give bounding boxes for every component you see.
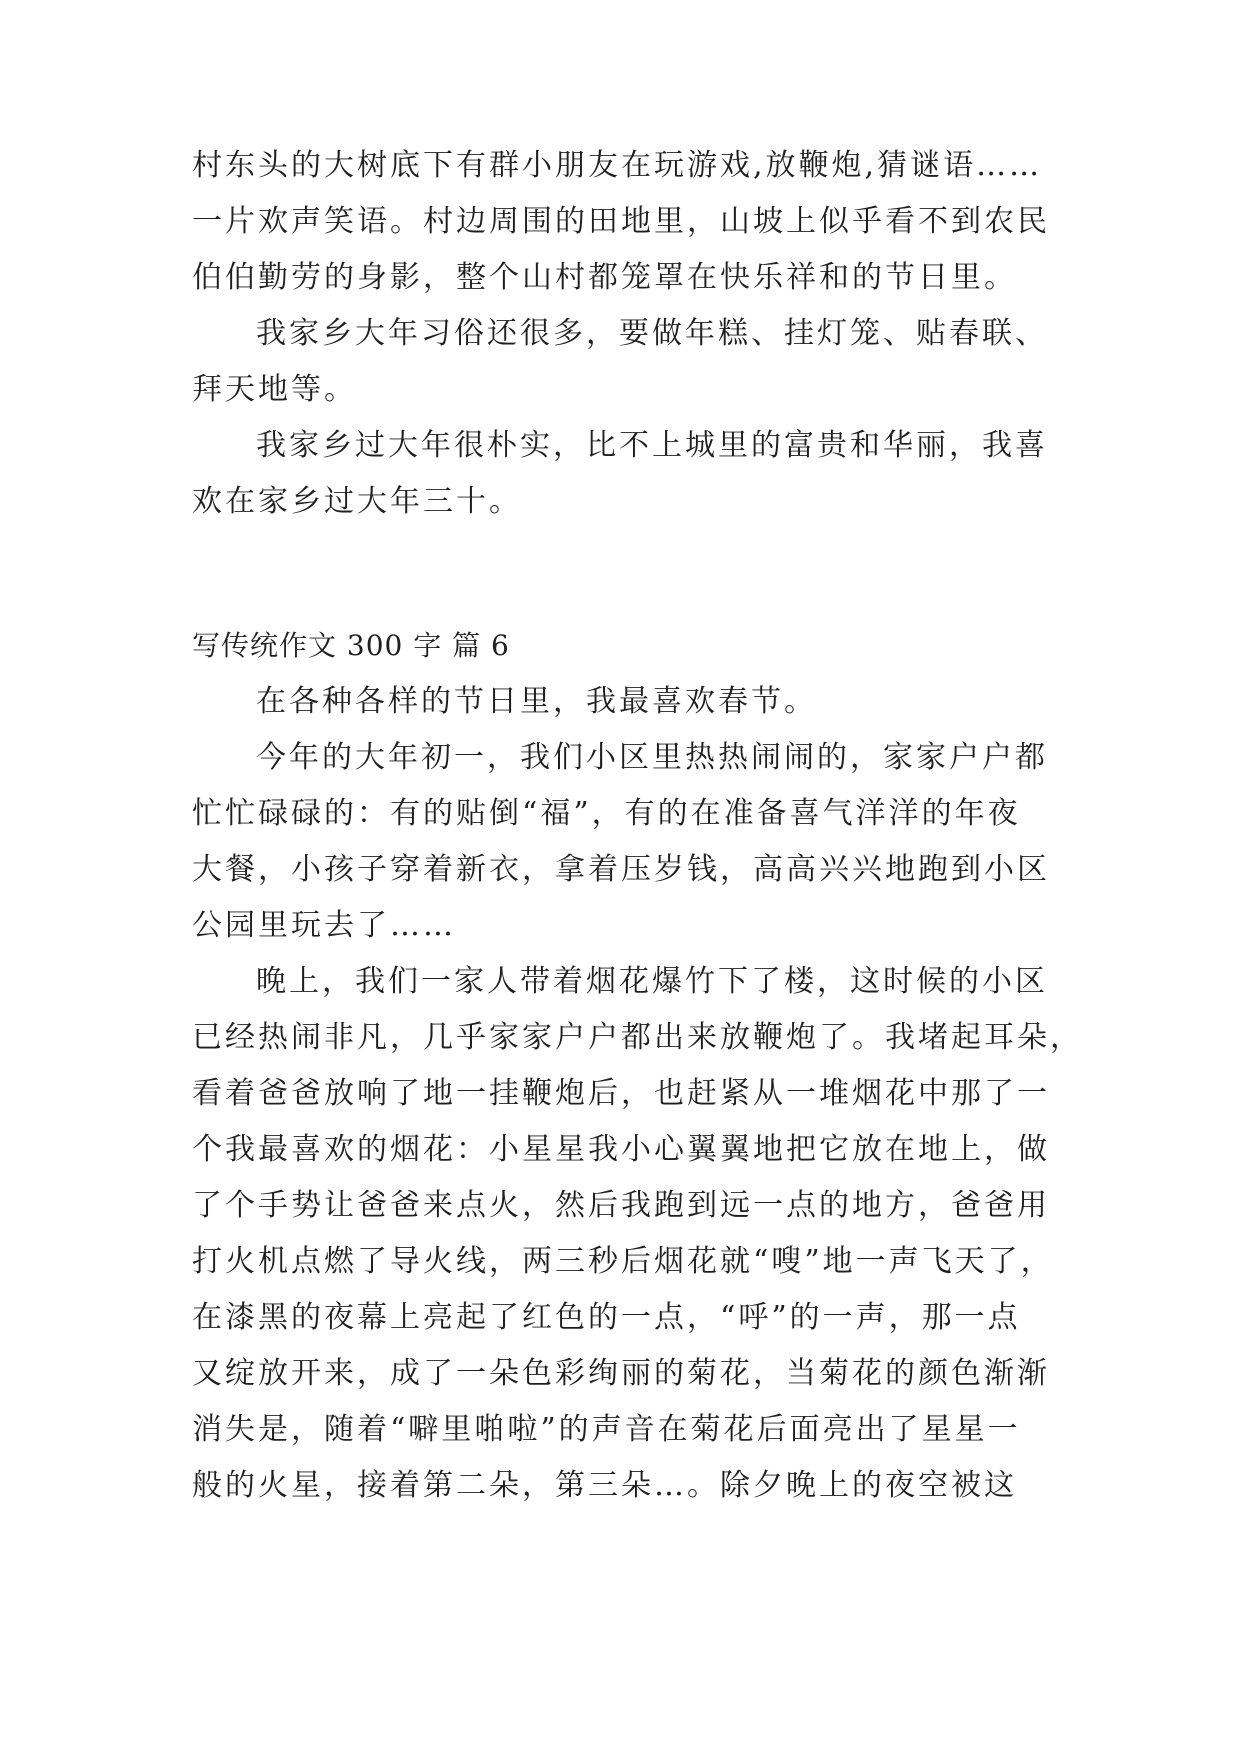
body-text-line: 般的火星，接着第二朵，第三朵…。除夕晚上的夜空被这 — [192, 1468, 1017, 1503]
body-text-line: 打火机点燃了导火线，两三秒后烟花就“嗖”地一声飞天了， — [192, 1244, 1054, 1279]
body-text-line: 今年的大年初一，我们小区里热热闹闹的，家家户户都 — [256, 740, 1048, 775]
body-text-line: 我家乡过大年很朴实，比不上城里的富贵和华丽，我喜 — [256, 428, 1048, 463]
body-text-line: 在各种各样的节日里，我最喜欢春节。 — [256, 684, 817, 719]
body-text-line: 我家乡大年习俗还很多，要做年糕、挂灯笼、贴春联、 — [256, 316, 1048, 351]
body-text-line: 消失是，随着“噼里啪啦”的声音在菊花后面亮出了星星一 — [192, 1412, 1021, 1447]
body-text-line: 村东头的大树底下有群小朋友在玩游戏,放鞭炮,猜谜语…… — [192, 148, 1043, 183]
body-text-line: 拜天地等。 — [192, 372, 357, 407]
body-text-line: 了个手势让爸爸来点火，然后我跑到远一点的地方，爸爸用 — [192, 1188, 1050, 1223]
body-text-line: 晚上，我们一家人带着烟花爆竹下了楼，这时候的小区 — [256, 964, 1048, 999]
body-text-line: 已经热闹非凡，几乎家家户户都出来放鞭炮了。我堵起耳朵， — [192, 1020, 1083, 1055]
body-text-line: 在漆黑的夜幕上亮起了红色的一点，“呼”的一声，那一点 — [192, 1300, 1021, 1335]
body-text-line: 个我最喜欢的烟花：小星星我小心翼翼地把它放在地上，做 — [192, 1132, 1050, 1167]
body-text-line: 看着爸爸放响了地一挂鞭炮后，也赶紧从一堆烟花中那了一 — [192, 1076, 1050, 1111]
body-text-line: 伯伯勤劳的身影，整个山村都笼罩在快乐祥和的节日里。 — [192, 260, 1017, 295]
section-heading: 写传统作文 300 字 篇 6 — [192, 629, 510, 662]
body-text-line: 公园里玩去了…… — [192, 908, 456, 943]
body-text-line: 忙忙碌碌的：有的贴倒“福”，有的在准备喜气洋洋的年夜 — [192, 796, 1021, 831]
body-text-line: 又绽放开来，成了一朵色彩绚丽的菊花，当菊花的颜色渐渐 — [192, 1356, 1050, 1391]
body-text-line: 大餐，小孩子穿着新衣，拿着压岁钱，高高兴兴地跑到小区 — [192, 852, 1050, 887]
body-text-line: 一片欢声笑语。村边周围的田地里，山坡上似乎看不到农民 — [192, 204, 1050, 239]
body-text-line: 欢在家乡过大年三十。 — [192, 484, 522, 519]
